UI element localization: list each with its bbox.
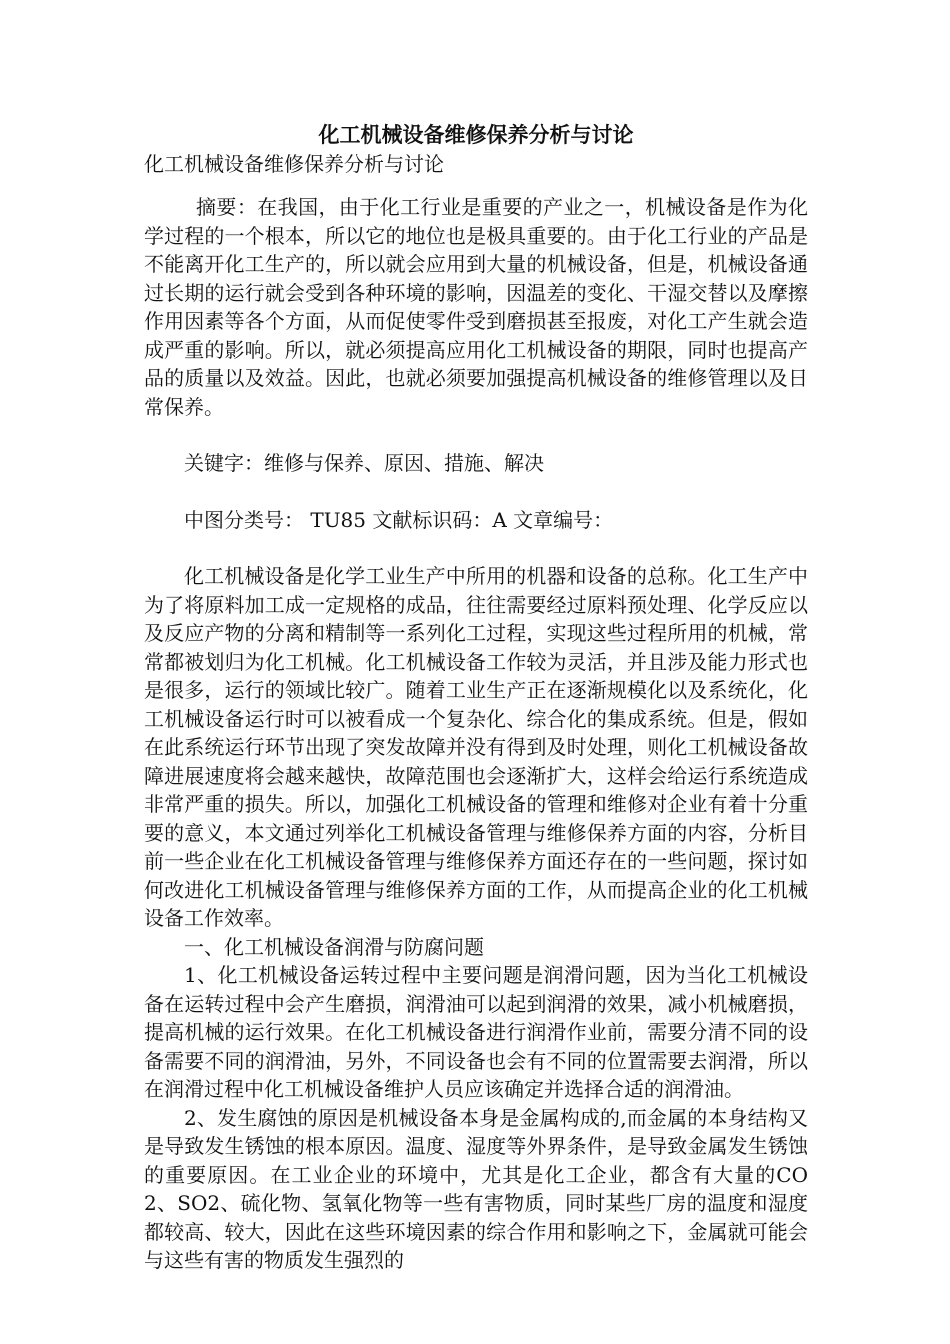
- keywords-line: 关键字：维修与保养、原因、措施、解决: [184, 451, 544, 475]
- point-2-paragraph: 2、发生腐蚀的原因是机械设备本身是金属构成的,而金属的本身结构又是导致发生锈蚀的根本原因。温度、湿度等外界条件，是导致金属发生锈蚀的重要原因。在工业企业的环境中，尤其是化工企业，都含有大量的CO2、SO2、硫化物、氢氧化物等一些有害物质，同时某些厂房的温度和湿度都较高、较大，因此在这些环境因素的综合作用和影响之下，金属就可能会与这些有害的物质发生强烈的: [144, 1105, 808, 1272]
- document-subtitle: 化工机械设备维修保养分析与讨论: [144, 152, 444, 176]
- classification-line: 中图分类号： TU85 文献标识码：A 文章编号：: [184, 507, 614, 532]
- document-page: [144, 120, 808, 1275]
- abstract-paragraph: 摘要：在我国，由于化工行业是重要的产业之一，机械设备是作为化学过程的一个根本，所以它的地位也是极具重要的。由于化工行业的产品是不能离开化工生产的，所以就会应用到大量的机械设备，但是，机械设备通过长期的运行就会受到各种环境的影响，因温差的变化、干湿交替以及摩擦作用因素等各个方面，从而促使零件受到磨损甚至报废，对化工产生就会造成严重的影响。所以，就必须提高应用化工机械设备的期限，同时也提高产品的质量以及效益。因此，也就必须要加强提高机械设备的维修管理以及日常保养。: [144, 195, 808, 419]
- section-heading: 一、化工机械设备润滑与防腐问题: [184, 934, 484, 959]
- document-title: 化工机械设备维修保养分析与讨论: [318, 122, 634, 147]
- intro-paragraph: 化工机械设备是化学工业生产中所用的机器和设备的总称。化工生产中为了将原料加工成一定规格的成品，往往需要经过原料预处理、化学反应以及反应产物的分离和精制等一系列化工过程，实现这些过程所用的机械，常常都被划归为化工机械。化工机械设备工作较为灵活，并且涉及能力形式也是很多，运行的领域比较广。随着工业生产正在逐渐规模化以及系统化，化工机械设备运行时可以被看成一个复杂化、综合化的集成系统。但是，假如在此系统运行环节出现了突发故障并没有得到及时处理，则化工机械设备故障进展速度将会越来越快，故障范围也会逐渐扩大，这样会给运行系统造成非常严重的损失。所以，加强化工机械设备的管理和维修对企业有着十分重要的意义，本文通过列举化工机械设备管理与维修保养方面的内容，分析目前一些企业在化工机械设备管理与维修保养方面还存在的一些问题，探讨如何改进化工机械设备管理与维修保养方面的工作，从而提高企业的化工机械设备工作效率。: [144, 564, 808, 930]
- point-1-paragraph: 1、化工机械设备运转过程中主要问题是润滑问题，因为当化工机械设备在运转过程中会产生磨损，润滑油可以起到润滑的效果，减小机械磨损，提高机械的运行效果。在化工机械设备进行润滑作业前，需要分清不同的设备需要不同的润滑油，另外，不同设备也会有不同的位置需要去润滑，所以在润滑过程中化工机械设备维护人员应该确定并选择合适的润滑油。: [144, 963, 808, 1101]
